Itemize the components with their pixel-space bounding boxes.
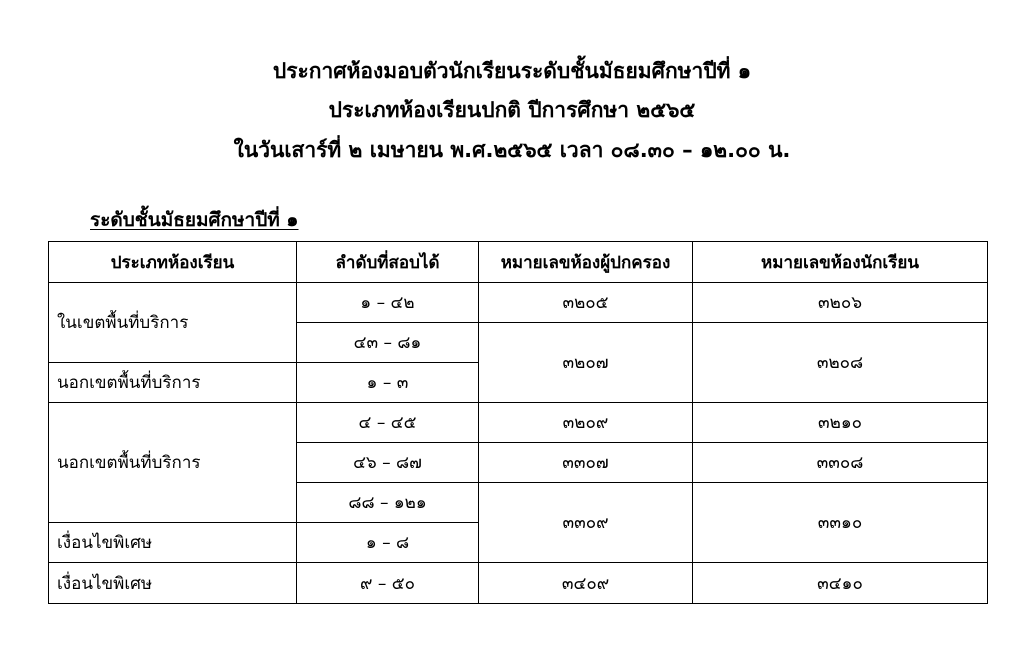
section-label: ระดับชั้นมัธยมศึกษาปีที่ ๑ (90, 209, 299, 231)
rank-cell: ๑ – ๘ (297, 523, 479, 563)
student-room-cell: ๓๔๑๐ (693, 563, 988, 604)
rank-cell: ๘๘ – ๑๒๑ (297, 483, 479, 523)
header-room-type: ประเภทห้องเรียน (49, 242, 297, 283)
rank-cell: ๑ – ๓ (297, 363, 479, 403)
table-row (49, 283, 988, 323)
parent-room-cell: ๓๓๐๙ (479, 483, 693, 563)
header-rank: ลำดับที่สอบได้ (297, 242, 479, 283)
parent-room-cell: ๓๒๐๗ (479, 323, 693, 403)
student-room-cell: ๓๓๑๐ (693, 483, 988, 563)
room-type-cell: ในเขตพื้นที่บริการ (49, 283, 297, 363)
header-student-room: หมายเลขห้องนักเรียน (693, 242, 988, 283)
student-room-cell: ๓๒๐๘ (693, 323, 988, 403)
rank-cell: ๔๓ – ๘๑ (297, 323, 479, 363)
rank-cell: ๔ – ๔๕ (297, 403, 479, 443)
student-room-cell: ๓๒๑๐ (693, 403, 988, 443)
announcement-title: ประกาศห้องมอบตัวนักเรียนระดับชั้นมัธยมศึกษาปีที่ ๑ (272, 59, 752, 83)
header-parent-room: หมายเลขห้องผู้ปกครอง (479, 242, 693, 283)
announcement-date-time: ในวันเสาร์ที่ ๒ เมษายน พ.ศ.๒๕๖๕ เวลา ๐๘.๓๐ – ๑๒.๐๐ น. (233, 138, 791, 162)
room-type-cell: นอกเขตพื้นที่บริการ (49, 403, 297, 523)
student-room-cell: ๓๒๐๖ (693, 283, 988, 323)
table-header-row (49, 242, 988, 283)
announcement-subtitle: ประเภทห้องเรียนปกติ ปีการศึกษา ๒๕๖๕ (328, 98, 696, 122)
parent-room-cell: ๓๔๐๙ (479, 563, 693, 604)
room-type-cell: เงื่อนไขพิเศษ (49, 563, 297, 604)
table-row (49, 563, 988, 604)
rank-cell: ๔๖ – ๘๗ (297, 443, 479, 483)
student-room-cell: ๓๓๐๘ (693, 443, 988, 483)
parent-room-cell: ๓๒๐๙ (479, 403, 693, 443)
rank-cell: ๙ – ๕๐ (297, 563, 479, 604)
room-assignment-table (48, 241, 988, 604)
room-type-cell: เงื่อนไขพิเศษ (49, 523, 297, 563)
table-row (49, 403, 988, 443)
rank-cell: ๑ – ๔๒ (297, 283, 479, 323)
parent-room-cell: ๓๒๐๕ (479, 283, 693, 323)
parent-room-cell: ๓๓๐๗ (479, 443, 693, 483)
room-type-cell: นอกเขตพื้นที่บริการ (49, 363, 297, 403)
